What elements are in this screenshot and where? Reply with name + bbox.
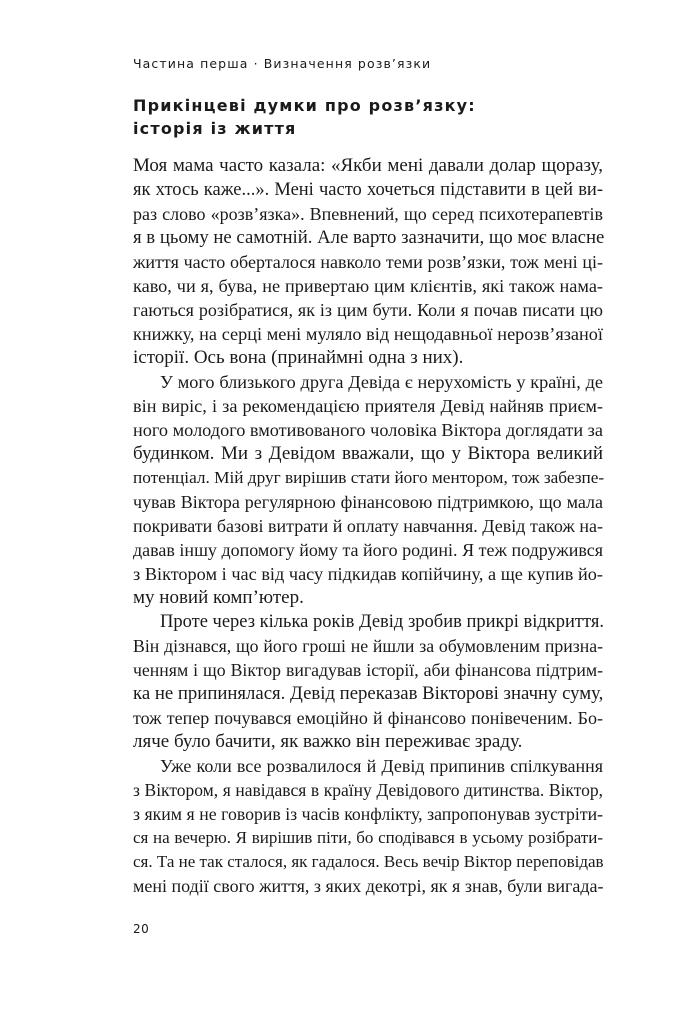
running-head: Частина перша · Визначення розв’язки (133, 56, 432, 71)
text-line: раз слово «розв’язка». Впевнений, що серед психотерапевтів (133, 204, 603, 224)
text-line: гаються розібратися, як із цим бути. Коли я почав писати цю (133, 300, 603, 320)
text-line: з Віктором і час від часу підкидав копійчину, а ще купив йо- (133, 564, 603, 584)
text-line: книжку, на серці мені муляло від нещодавньої нерозв’язаної (133, 324, 603, 344)
text-line: покривати базові витрати й оплату навчання. Девід також на- (133, 516, 603, 536)
section-title-line-1: Прикінцеві думки про розв’язку: (133, 96, 476, 115)
text-line: потенціал. Мій друг вирішив стати його ментором, тож забезпе- (133, 468, 605, 487)
text-line: давав іншу допомогу йому та його родині. Я теж подружився (133, 540, 603, 560)
text-line: як хтось каже...». Мені часто хочеться підставити в цей ви- (133, 180, 603, 200)
text-line: будинком. Ми з Девідом вважали, що у Віктора великий (133, 443, 603, 464)
text-line: У мого близького друга Девіда є нерухомість у країні, де (160, 372, 603, 392)
text-line: каво, чи я, бува, не привертаю цим клієнтів, які також нама- (133, 276, 603, 296)
text-line: він виріс, і за рекомендацією приятеля Девід найняв приєм- (133, 396, 603, 416)
paragraph-4 (133, 754, 603, 898)
section-title-line-2: історія із життя (133, 119, 297, 138)
text-line: з Віктором, я навідався в країну Девідового дитинства. Віктор, (133, 780, 603, 800)
text-line: Проте через кілька років Девід зробив прикрі відкриття. (160, 612, 604, 632)
text-line: ченням і що Віктор вигадував історії, аби фінансова підтрим- (133, 660, 603, 680)
text-line: ся. Та не так сталося, як гадалося. Весь вечір Віктор переповідав (133, 852, 604, 871)
text-line: ка не припинялася. Девід переказав Вікторові значну суму, (133, 683, 604, 704)
page-number: 20 (133, 922, 150, 936)
section-title (133, 94, 573, 140)
body-text (133, 154, 603, 898)
paragraph-2 (133, 370, 603, 610)
text-line: Моя мама часто казала: «Якби мені давали долар щоразу, (133, 155, 603, 176)
text-line: життя часто оберталося навколо теми розв’язки, тож мені ці- (133, 252, 603, 272)
text-line: з яким я не говорив із часів конфлікту, запропонував зустріти- (133, 804, 603, 824)
text-line: тож тепер почувався емоційно й фінансово понівеченим. Бо- (133, 708, 603, 728)
text-line: ся на вечерю. Я вирішив піти, бо сподівався в усьому розібрати- (133, 828, 603, 847)
text-line: Він дізнався, що його гроші не йшли за обумовленим призна- (133, 636, 603, 656)
paragraph-3 (133, 610, 603, 754)
text-line: чував Віктора регулярною фінансовою підтримкою, що мала (133, 492, 603, 512)
paragraph-1 (133, 154, 603, 370)
text-line: Уже коли все розвалилося й Девід припинив спілкування (160, 756, 603, 776)
text-line: ляче було бачити, як важко він переживає зраду. (133, 731, 523, 752)
text-line: ного молодого вмотивованого чоловіка Віктора доглядати за (133, 420, 603, 440)
text-line: історії. Ось вона (принаймні одна з них). (133, 347, 464, 368)
text-line: му новий комп’ютер. (133, 587, 304, 608)
text-line: я в цьому не самотній. Але варто зазначити, що моє власне (133, 227, 605, 248)
text-line: мені події свого життя, з яких декотрі, як я знав, були вигада- (133, 876, 604, 896)
